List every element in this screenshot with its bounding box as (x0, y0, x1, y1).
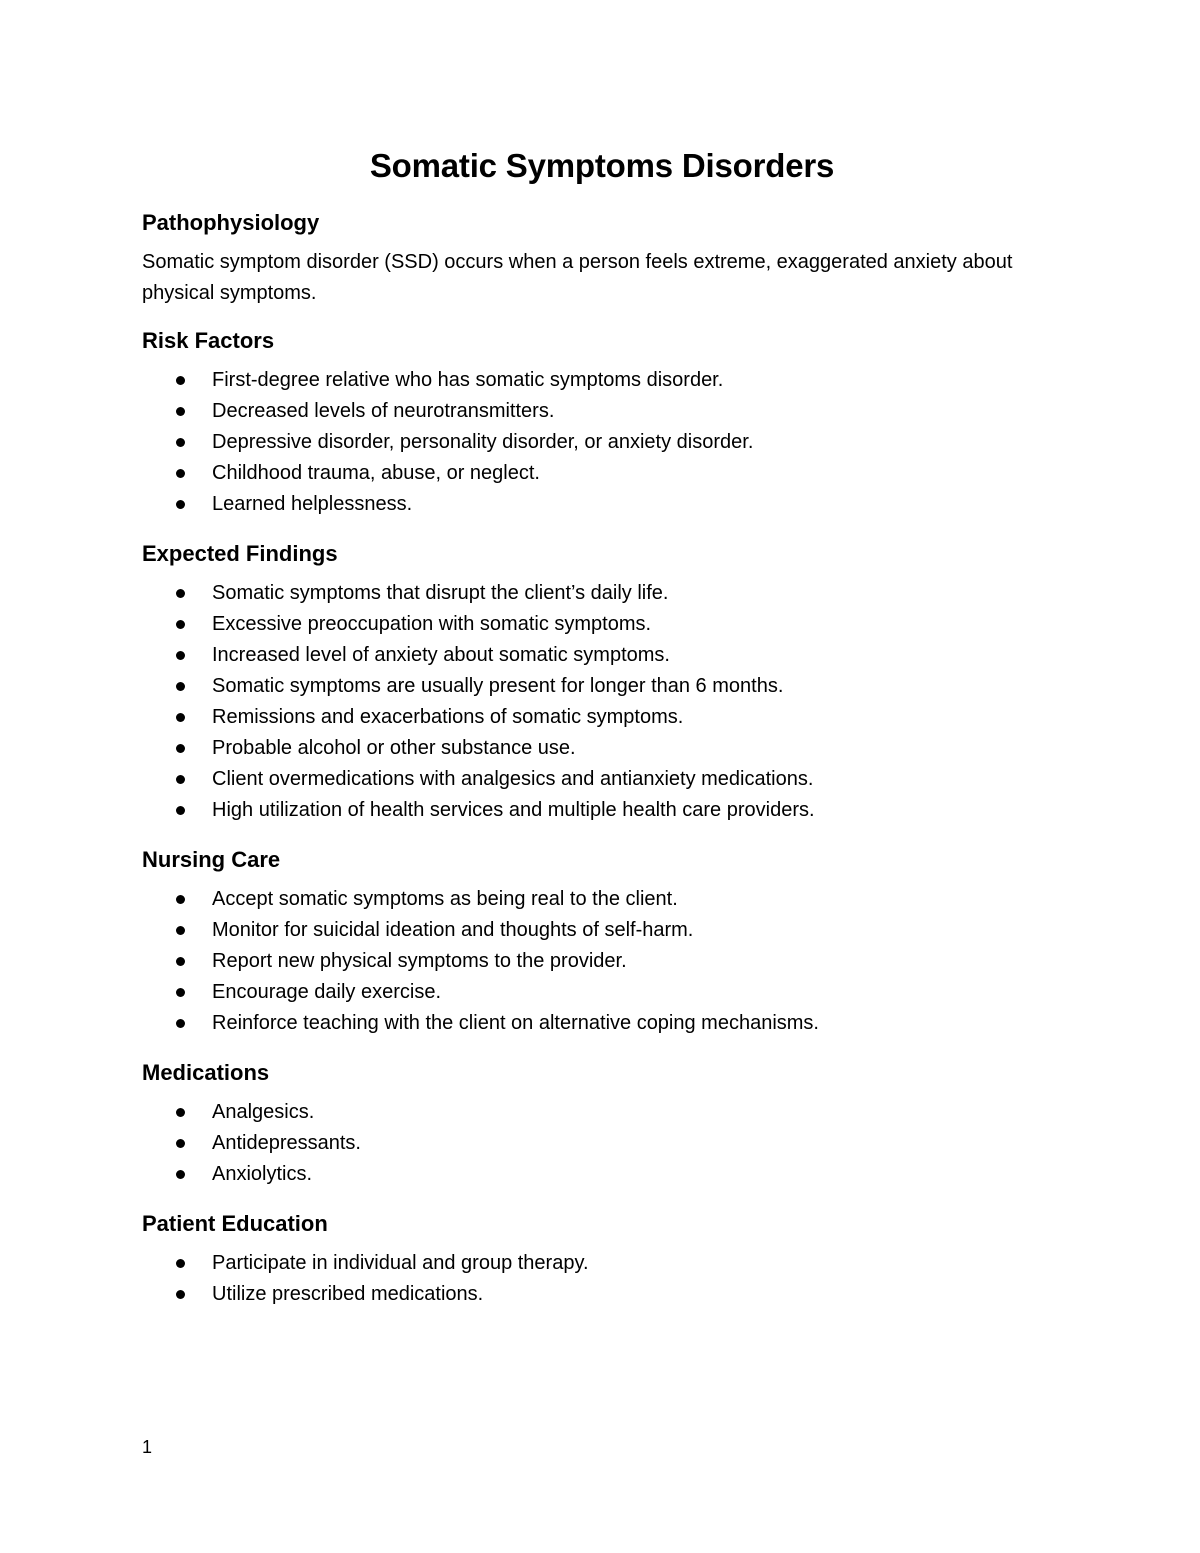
bullet-icon (176, 1139, 185, 1148)
section-expected-findings (142, 540, 1062, 826)
bullet-icon (176, 407, 185, 416)
list-item-text: Analgesics. (212, 1101, 315, 1123)
bullet-icon (176, 1170, 185, 1179)
list-item (142, 1128, 1062, 1159)
list-item (142, 1097, 1062, 1128)
list-item-text: First-degree relative who has somatic symptoms disorder. (212, 369, 724, 391)
section-medications (142, 1059, 1062, 1190)
section-pathophysiology (142, 209, 1062, 309)
bullet-icon (176, 926, 185, 935)
nursing-care-list (142, 884, 1062, 1039)
list-item (142, 702, 1062, 733)
bullet-icon (176, 1019, 185, 1028)
bullet-icon (176, 1108, 185, 1117)
expected-findings-list (142, 578, 1062, 826)
list-item-text: Remissions and exacerbations of somatic symptoms. (212, 706, 684, 728)
section-heading-nursing-care: Nursing Care (142, 847, 281, 872)
bullet-icon (176, 713, 185, 722)
bullet-icon (176, 651, 185, 660)
section-nursing-care (142, 846, 1062, 1039)
pathophysiology-paragraph: Somatic symptom disorder (SSD) occurs when a person feels extreme, exaggerated anxiety about physical symptoms. (142, 251, 1013, 304)
list-item-text: Probable alcohol or other substance use. (212, 737, 576, 759)
list-item-text: Excessive preoccupation with somatic symptoms. (212, 613, 652, 635)
bullet-icon (176, 806, 185, 815)
list-item-text: Depressive disorder, personality disorder, or anxiety disorder. (212, 431, 754, 453)
bullet-icon (176, 469, 185, 478)
list-item (142, 946, 1062, 977)
list-item (142, 489, 1062, 520)
section-risk-factors (142, 327, 1062, 520)
list-item (142, 578, 1062, 609)
list-item-text: Childhood trauma, abuse, or neglect. (212, 462, 540, 484)
list-item-text: Encourage daily exercise. (212, 981, 442, 1003)
bullet-icon (176, 1259, 185, 1268)
bullet-icon (176, 589, 185, 598)
document-content (142, 145, 1062, 1330)
bullet-icon (176, 957, 185, 966)
medications-list (142, 1097, 1062, 1190)
section-heading-pathophysiology: Pathophysiology (142, 210, 320, 235)
bullet-icon (176, 682, 185, 691)
risk-factors-list (142, 365, 1062, 520)
list-item (142, 977, 1062, 1008)
section-heading-risk-factors: Risk Factors (142, 328, 275, 353)
bullet-icon (176, 1290, 185, 1299)
bullet-icon (176, 744, 185, 753)
list-item (142, 609, 1062, 640)
bullet-icon (176, 620, 185, 629)
list-item-text: Somatic symptoms that disrupt the client’s daily life. (212, 582, 669, 604)
section-patient-education (142, 1210, 1062, 1310)
list-item (142, 1008, 1062, 1039)
section-heading-patient-education: Patient Education (142, 1211, 328, 1236)
list-item-text: Report new physical symptoms to the provider. (212, 950, 627, 972)
list-item (142, 733, 1062, 764)
document-title: Somatic Symptoms Disorders (369, 147, 835, 184)
list-item-text: Increased level of anxiety about somatic symptoms. (212, 644, 670, 666)
list-item-text: High utilization of health services and multiple health care providers. (212, 799, 815, 821)
list-item-text: Accept somatic symptoms as being real to the client. (212, 888, 678, 910)
list-item (142, 396, 1062, 427)
list-item (142, 365, 1062, 396)
list-item (142, 795, 1062, 826)
list-item-text: Somatic symptoms are usually present for longer than 6 months. (212, 675, 784, 697)
list-item (142, 884, 1062, 915)
bullet-icon (176, 376, 185, 385)
bullet-icon (176, 895, 185, 904)
patient-education-list (142, 1248, 1062, 1310)
bullet-icon (176, 775, 185, 784)
list-item-text: Client overmedications with analgesics and antianxiety medications. (212, 768, 814, 790)
page-number: 1 (142, 1437, 153, 1457)
list-item-text: Reinforce teaching with the client on alternative coping mechanisms. (212, 1012, 819, 1034)
list-item-text: Participate in individual and group therapy. (212, 1252, 589, 1274)
list-item (142, 764, 1062, 795)
list-item-text: Monitor for suicidal ideation and thoughts of self-harm. (212, 919, 694, 941)
list-item (142, 458, 1062, 489)
list-item (142, 915, 1062, 946)
bullet-icon (176, 988, 185, 997)
list-item (142, 671, 1062, 702)
list-item (142, 1159, 1062, 1190)
bullet-icon (176, 500, 185, 509)
list-item-text: Anxiolytics. (212, 1163, 313, 1185)
bullet-icon (176, 438, 185, 447)
list-item-text: Antidepressants. (212, 1132, 361, 1154)
list-item (142, 640, 1062, 671)
section-heading-medications: Medications (142, 1060, 270, 1085)
list-item-text: Utilize prescribed medications. (212, 1283, 484, 1305)
list-item (142, 1279, 1062, 1310)
section-heading-expected-findings: Expected Findings (142, 541, 338, 566)
list-item (142, 427, 1062, 458)
list-item-text: Decreased levels of neurotransmitters. (212, 400, 555, 422)
list-item-text: Learned helplessness. (212, 493, 413, 515)
list-item (142, 1248, 1062, 1279)
